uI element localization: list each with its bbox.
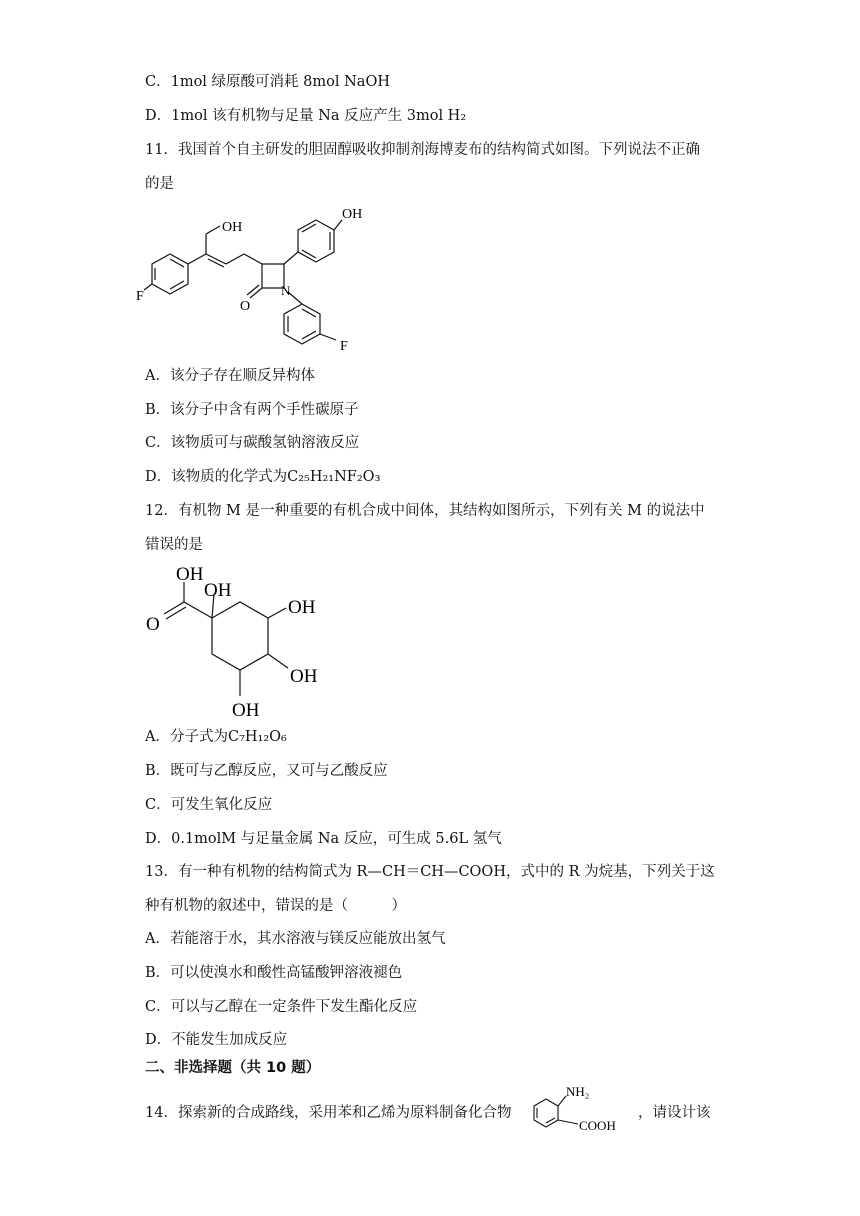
section-heading: 二、非选择题（共 10 题） [145, 1060, 321, 1076]
q12-option-c: C．可发生氧化反应 [145, 797, 273, 813]
q11-label-o: O [240, 299, 251, 314]
q11-stem-line1: 11．我国首个自主研发的胆固醇吸收抑制剂海博麦布的结构简式如图。下列说法不正确 [145, 142, 700, 158]
anthranilic-acid-structure [522, 1080, 634, 1138]
q13-option-b: B．可以使溴水和酸性高锰酸钾溶液褪色 [145, 965, 403, 981]
q11-option-b: B．该分子中含有两个手性碳原子 [145, 402, 359, 418]
q12-label-oh-c1: OH [204, 580, 232, 601]
q12-stem-line1: 12．有机物 M 是一种重要的有机合成中间体，其结构如图所示，下列有关 M 的说法中 [145, 503, 705, 519]
q11-option-c: C．该物质可与碳酸氢钠溶液反应 [145, 435, 360, 451]
q11-label-oh: OH [222, 220, 243, 235]
q13-stem-line2: 种有机物的叙述中，错误的是（ ） [145, 898, 406, 914]
q14-stem-before: 14．探索新的合成路线，采用苯和乙烯为原料制备化合物 [145, 1105, 512, 1121]
q11-option-d: D．该物质的化学式为C₂₅H₂₁NF₂O₃ [145, 469, 381, 485]
ezetimibe-analog-structure [136, 198, 380, 358]
q12-option-d: D．0.1molM 与足量金属 Na 反应，可生成 5.6L 氢气 [145, 831, 502, 847]
q13-stem-line1: 13．有一种有机物的结构简式为 R—CH＝CH—COOH，式中的 R 为烷基，下列关于这 [145, 864, 715, 880]
q12-label-oh-c5: OH [232, 700, 260, 721]
q12-label-o: O [146, 614, 160, 635]
q10-option-c: C．1mol 绿原酸可消耗 8mol NaOH [145, 74, 390, 90]
q14-label-nh2: NH₂ [566, 1084, 590, 1099]
q13-option-c: C．可以与乙醇在一定条件下发生酯化反应 [145, 999, 418, 1015]
q13-option-a: A．若能溶于水，其水溶液与镁反应能放出氢气 [145, 931, 446, 947]
q12-option-b: B．既可与乙醇反应，又可与乙酸反应 [145, 763, 388, 779]
q11-label-f-bottom: F [340, 339, 348, 354]
q11-label-f-left: F [136, 289, 144, 304]
q11-option-a: A．该分子存在顺反异构体 [145, 368, 315, 384]
q12-label-oh-c4: OH [290, 666, 318, 687]
q10-option-d: D．1mol 该有机物与足量 Na 反应产生 3mol H₂ [145, 108, 467, 124]
q14-label-cooh: COOH [579, 1118, 616, 1133]
q12-option-a: A．分子式为C₇H₁₂O₆ [145, 729, 287, 745]
q11-label-oh-top: OH [342, 207, 363, 222]
q12-label-oh-c3: OH [288, 597, 316, 618]
q13-option-d: D．不能发生加成反应 [145, 1032, 288, 1048]
quinic-acid-structure [140, 558, 340, 722]
q14-stem-after: ，请设计该 [638, 1105, 711, 1121]
q11-label-n: N [281, 283, 291, 298]
q11-stem-line2: 的是 [145, 176, 174, 192]
q12-stem-line2: 错误的是 [145, 537, 203, 553]
q12-label-cooh-oh: OH [176, 564, 204, 585]
